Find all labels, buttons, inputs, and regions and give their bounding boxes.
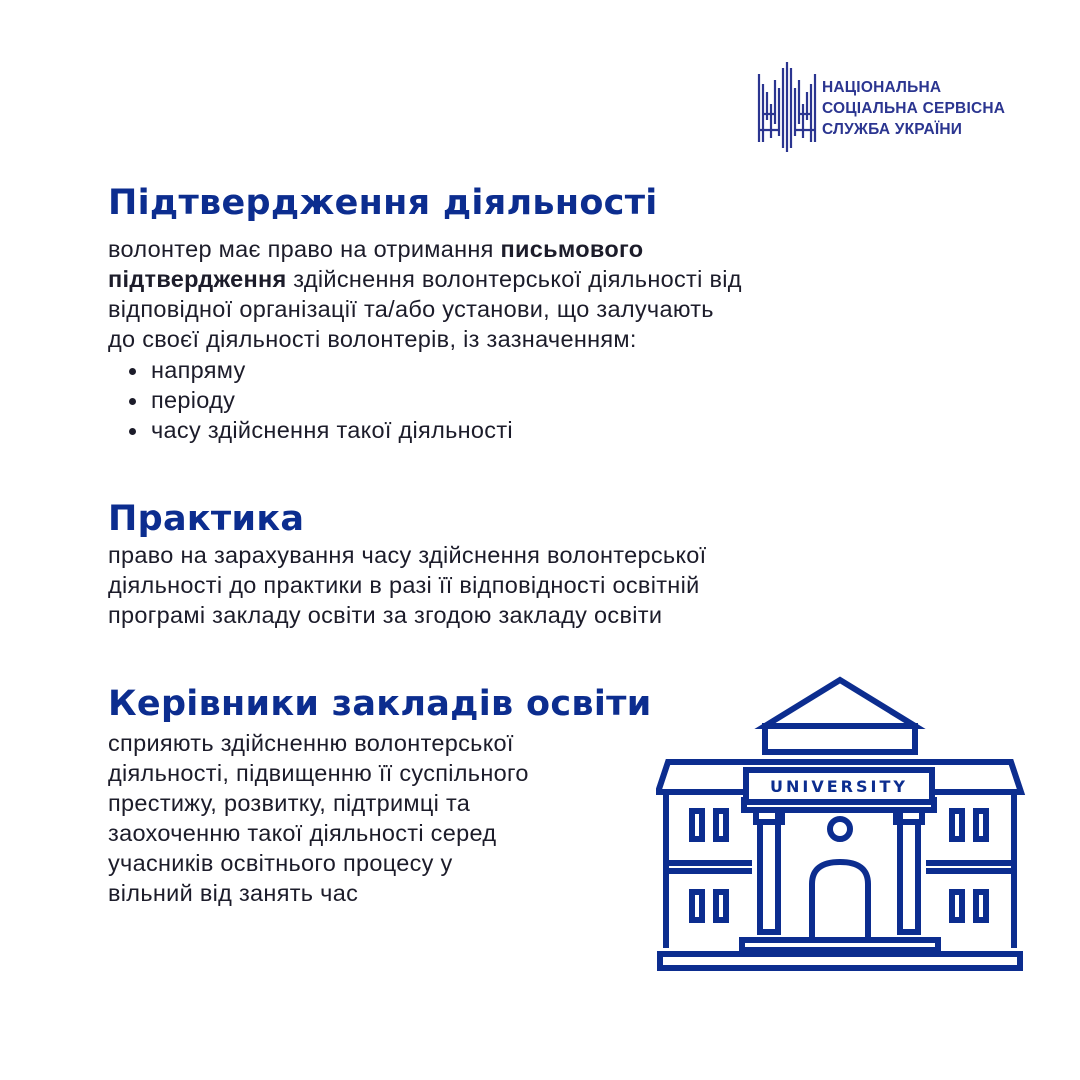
practice-line-2: діяльності до практики в разі її відповідності освітній <box>108 572 700 598</box>
confirmation-line-4: до своєї діяльності волонтерів, із зазначенням: <box>108 326 637 352</box>
confirmation-title: Підтвердження діяльності <box>108 183 658 223</box>
confirmation-text <box>108 234 742 354</box>
practice-line-3: програмі закладу освіти за згодою закладу освіти <box>108 602 663 628</box>
logo-line-3: СЛУЖБА УКРАЇНИ <box>822 121 963 138</box>
trident-lines-icon <box>756 60 818 152</box>
practice-text <box>108 540 706 630</box>
heads-line-5: учасників освітнього процесу у <box>108 850 453 876</box>
confirmation-line-1: волонтер має право на отримання письмового <box>108 236 644 262</box>
heads-text <box>108 728 529 908</box>
practice-line-1: право на зарахування часу здійснення волонтерської <box>108 542 707 568</box>
bullet-item: часу здійснення такої діяльності <box>108 415 513 445</box>
logo-text <box>822 77 1005 140</box>
confirmation-line-3: відповідної організації та/або установи, що залучають <box>108 296 714 322</box>
heads-line-1: сприяють здійсненню волонтерської <box>108 730 514 756</box>
university-building-icon <box>656 676 1026 974</box>
confirmation-bullets <box>108 355 513 445</box>
heads-title: Керівники закладів освіти <box>108 684 652 724</box>
bullet-item: напряму <box>108 355 513 385</box>
heads-line-4: заохоченню такої діяльності серед <box>108 820 497 846</box>
logo-line-1: НАЦІОНАЛЬНА <box>822 79 942 96</box>
heads-line-6: вільний від занять час <box>108 880 359 906</box>
practice-title: Практика <box>108 499 305 539</box>
heads-line-2: діяльності, підвищенню її суспільного <box>108 760 529 786</box>
logo <box>756 60 1046 152</box>
heads-line-3: престижу, розвитку, підтримці та <box>108 790 471 816</box>
university-sign-text: UNIVERSITY <box>770 777 908 796</box>
confirmation-line-2: підтвердження здійснення волонтерської діяльності від <box>108 266 742 292</box>
logo-line-2: СОЦІАЛЬНА СЕРВІСНА <box>822 100 1006 117</box>
bullet-item: періоду <box>108 385 513 415</box>
